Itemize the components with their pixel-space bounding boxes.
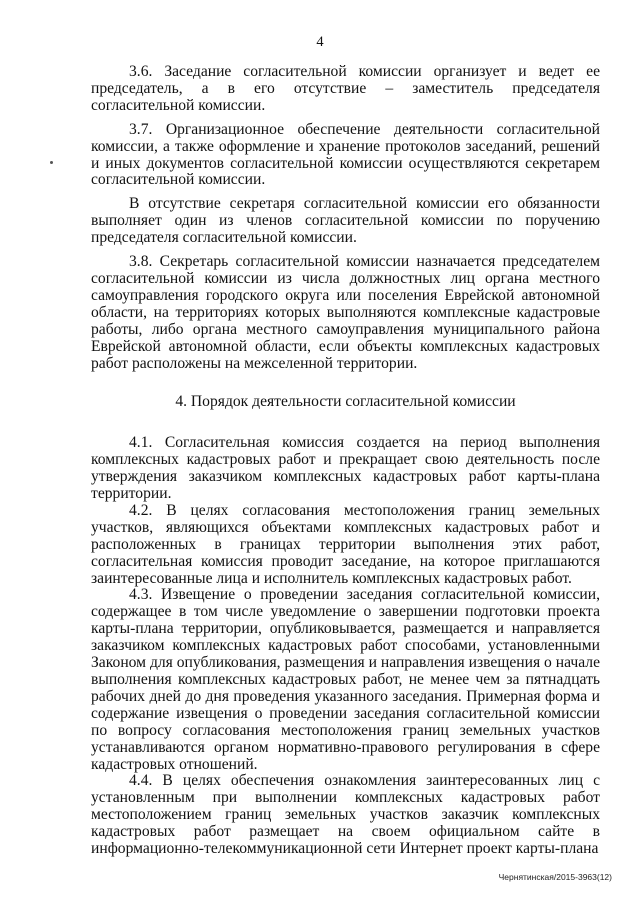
paragraph-3-6: 3.6. Заседание согласительной комиссии организует и ведет ее председатель, а в его отсутствие – заместитель председателя согласительной комиссии. [91,63,600,114]
page-number: 4 [316,34,324,50]
document-reference-footer: Чернятинская/2015-3963(12) [498,872,612,882]
document-body [91,64,600,858]
paragraph-4-4: 4.4. В целях обеспечения ознакомления заинтересованных лиц с установленным при выполнении комплексных кадастровых работ местоположением границ земельных участков заказчик комплексных кадастровых работ размещает на своем официальном сайте в информационно-телекоммуникационной сети Интернет проект карты-плана [91,772,600,858]
paragraph-3-7-secretary-absence: В отсутствие секретаря согласительной комиссии его обязанности выполняет один из членов согласительной комиссии по поручению председателя согласительной комиссии. [91,195,600,247]
paragraph-4-1: 4.1. Согласительная комиссия создается на период выполнения комплексных кадастровых работ и прекращает свою деятельность после утверждения заказчиком комплексных кадастровых работ карты-плана территории. [91,434,600,503]
paragraph-4-3: 4.3. Извещение о проведении заседания согласительной комиссии, содержащее в том числе уведомление о завершении подготовки проекта карты-плана территории, опубликовывается, размещается и направляется заказчиком комплексных кадастровых работ способами, установленными Законом для опубликования, размещения и направления извещения о начале выполнения комплексных кадастровых работ, не менее чем за пятнадцать рабочих дней до дня проведения указанного заседания. Примерная форма и содержание извещения о проведении заседания согласительной комиссии по вопросу согласования местоположения границ земельных участков устанавливаются органом нормативно-правового регулирования в сфере кадастровых отношений. [91,586,600,773]
paragraph-4-2: 4.2. В целях согласования местоположения границ земельных участков, являющихся объектами комплексных кадастровых работ и расположенных в границах территории выполнения этих работ, согласительная комиссия проводит заседание, на которое приглашаются заинтересованные лица и исполнитель комплексных кадастровых работ. [91,501,600,587]
scan-speck [50,161,53,164]
section-4-heading: 4. Порядок деятельности согласительной комиссии [175,393,516,411]
paragraph-3-8: 3.8. Секретарь согласительной комиссии назначается председателем согласительной комиссии из числа должностных лиц органа местного самоуправления городского округа или поселения Еврейской автономной области, на территориях которых выполняются комплексные кадастровые работы, либо органа местного самоуправления муниципального района Еврейской автономной области, если объекты комплексных кадастровых работ расположены на межселенной территории. [91,253,600,372]
paragraph-3-7: 3.7. Организационное обеспечение деятельности согласительной комиссии, а также оформление и хранение протоколов заседаний, решений и иных документов согласительной комиссии осуществляются секретарем согласительной комиссии. [91,120,600,189]
